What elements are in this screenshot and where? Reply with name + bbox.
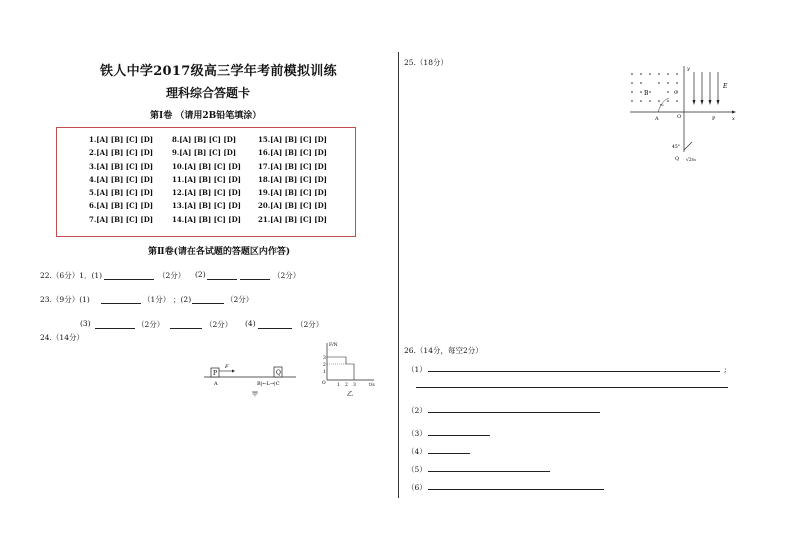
q22-score-1: （2分） [158,271,186,280]
y-axis-label: y [687,66,690,72]
segment-bc-label: B|←L→|C [257,381,280,387]
choice-item[interactable]: 5.[A] [B] [C] [D] [89,188,154,198]
q22-part2-label: (2) [195,270,206,279]
origin-label: O [677,114,682,120]
velocity-vector [684,142,692,150]
v0-label: v₀ [660,102,664,107]
q23-part4-label: (4) [245,319,256,328]
q23-score-1: （1分） [143,295,171,304]
x-axis-label: x [732,116,735,122]
choice-item[interactable]: 8.[A] [B] [C] [D] [172,135,237,144]
choice-item[interactable]: 19.[A] [B] [C] [D] [258,188,327,198]
point-p-label: P [712,116,716,122]
q23-score-3: （2分） [137,320,165,329]
choice-item[interactable]: 4.[A] [B] [C] [D] [89,174,154,184]
x-axis-label: t/s [369,383,375,388]
x-tick-1: 1 [337,383,340,388]
section1-heading: 第Ⅰ卷 （请用2B铅笔填涂） [150,111,262,121]
x-tick-2: 2 [345,383,348,388]
q26-answer-line-3[interactable] [428,435,490,436]
choice-column-3 [258,133,327,226]
point-q-label: Q [675,156,680,162]
q22-answer-line-2[interactable] [207,279,237,280]
q22-label: 22.（6分）1．(1) [40,271,103,280]
angle-label: 45° [672,145,680,150]
q22-answer-line-3[interactable] [240,279,270,280]
field-b-label: B [644,90,649,97]
choice-column-2 [172,133,241,226]
q24-label: 24.（14分） [40,333,84,342]
q26-answer-line-4[interactable] [428,453,470,454]
q23-answer-line-1[interactable] [101,303,141,304]
force-step-line [327,357,354,380]
q25-figure [622,62,742,168]
q23-score-5: （2分） [296,320,324,329]
choice-item[interactable]: 1.[A] [B] [C] [D] [89,135,154,144]
y-tick-2: 2 [323,363,326,368]
choice-item[interactable]: 15.[A] [B] [C] [D] [258,135,327,144]
q24-figure-jia [200,360,300,400]
field-e-label: E [723,83,728,90]
choice-item[interactable]: 16.[A] [B] [C] [D] [258,148,327,158]
block-q-label: Q [276,369,281,377]
block-p-label: P [213,370,218,377]
choice-item[interactable]: 9.[A] [B] [C] [D] [172,148,237,158]
q23-answer-line-2[interactable] [192,303,224,304]
magnetic-field-dots [631,73,678,102]
choice-item[interactable]: 6.[A] [B] [C] [D] [89,201,154,211]
x-tick-3: 3 [353,383,356,388]
x-axis-arrowhead [732,111,736,114]
choice-item[interactable]: 13.[A] [B] [C] [D] [172,201,241,211]
q26-item-4-label: （4） [407,447,427,456]
q26-item-1-label: （1） [407,365,427,374]
force-label: F [225,364,229,370]
q26-item-3-label: （3） [407,429,427,438]
choice-item[interactable]: 17.[A] [B] [C] [D] [258,161,327,171]
q26-item-6-label: （6） [407,483,427,492]
q26-answer-line-5[interactable] [428,471,550,472]
choice-item[interactable]: 11.[A] [B] [C] [D] [172,174,241,184]
choice-item[interactable]: 14.[A] [B] [C] [D] [172,214,241,224]
q22-answer-line-1[interactable] [104,279,154,280]
q26-item-1-end-mark: ; [724,365,727,374]
q23-score-2: （2分） [226,295,254,304]
q23-score-4: （2分） [205,320,233,329]
choice-item[interactable]: 2.[A] [B] [C] [D] [89,148,154,158]
q23-answer-line-3[interactable] [95,328,135,329]
q23-answer-line-4[interactable] [170,328,202,329]
point-a-label: A [655,116,659,122]
q26-answer-line-2[interactable] [428,412,600,413]
q25-label: 25.（18分） [404,58,448,67]
point-a-label: A [214,381,218,387]
choice-item[interactable]: 18.[A] [B] [C] [D] [258,174,327,184]
choice-item[interactable]: 7.[A] [B] [C] [D] [89,214,154,224]
q24-figure-yi [318,340,380,400]
page-title: 铁人中学2017级高三学年考前模拟训练 [100,64,337,79]
velocity-label: √2v₀ [686,158,697,163]
q26-answer-line-6[interactable] [428,489,604,490]
y-tick-3: 3 [323,356,326,361]
choice-column-1 [89,133,153,226]
q26-item-5-label: （5） [407,465,427,474]
q22-score-2: （2分） [273,271,301,280]
q23-answer-line-5[interactable] [258,328,292,329]
q26-answer-line-1b[interactable] [416,387,728,388]
column-divider [398,52,399,498]
q26-answer-line-1a[interactable] [428,371,720,372]
q26-item-2-label: （2） [407,406,427,415]
section2-heading: 第Ⅱ卷(请在各试题的答题区内作答) [148,247,291,257]
q23-part2-label: ；(2) [173,295,192,304]
choice-item[interactable]: 10.[A] [B] [C] [D] [172,161,241,171]
q23-label: 23.（9分）(1) [40,295,90,304]
choice-item[interactable]: 3.[A] [B] [C] [D] [89,161,154,171]
point-c-label: C [674,90,678,96]
electric-field-arrows [694,72,718,102]
q23-part3-label: (3) [80,319,91,328]
force-arrowhead [232,370,235,373]
origin-label: O [322,381,326,386]
choice-item[interactable]: 12.[A] [B] [C] [D] [172,188,241,198]
choice-item[interactable]: 20.[A] [B] [C] [D] [258,201,327,211]
y-tick-1: 1 [323,370,326,375]
y-axis-label: F/N [329,343,338,348]
figure-jia-caption: 甲 [252,391,259,398]
q26-label: 26.（14分，每空2分） [404,346,483,355]
choice-item[interactable]: 21.[A] [B] [C] [D] [258,214,327,224]
figure-yi-caption: 乙 [347,391,354,398]
answer-sheet-title: 理科综合答题卡 [166,86,251,100]
electric-field-arrowheads [693,100,720,105]
